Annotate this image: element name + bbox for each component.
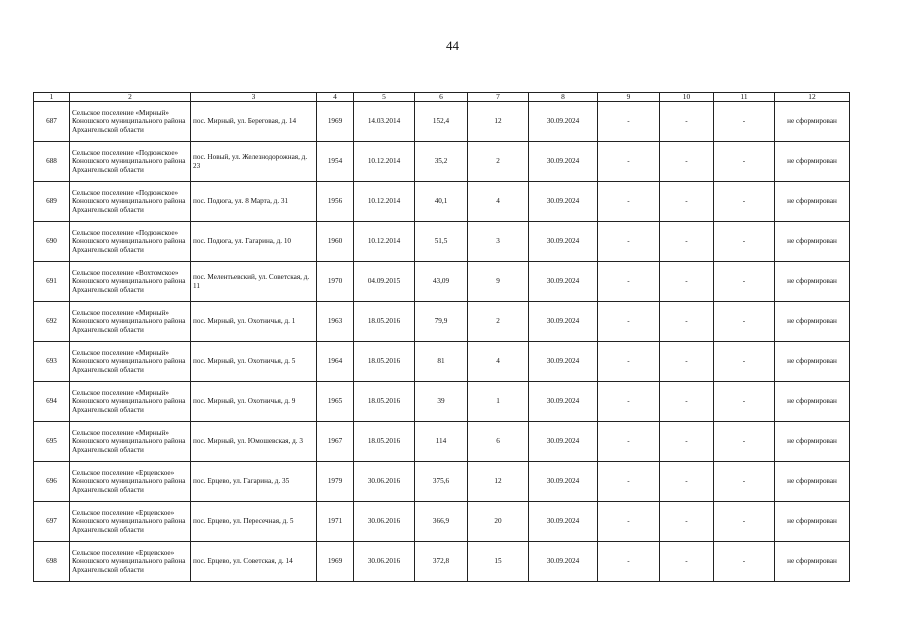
cell-row-number: 688 bbox=[34, 142, 70, 182]
cell-address: пос. Ерцево, ул. Советская, д. 14 bbox=[191, 542, 317, 582]
table-row bbox=[34, 142, 850, 182]
cell-settlement: Сельское поселение «Подюжское» Коношского муниципального района Архангельской области bbox=[70, 182, 191, 222]
cell-resettlement-date: 30.09.2024 bbox=[529, 142, 598, 182]
cell-resettlement-date: 30.09.2024 bbox=[529, 382, 598, 422]
registry-table bbox=[33, 92, 850, 582]
cell-recognition-date: 04.09.2015 bbox=[354, 262, 415, 302]
table-row bbox=[34, 302, 850, 342]
cell-settlement: Сельское поселение «Ерцевское» Коношского муниципального района Архангельской области bbox=[70, 502, 191, 542]
cell-col-11: - bbox=[714, 302, 775, 342]
cell-area: 51,5 bbox=[415, 222, 468, 262]
cell-area: 152,4 bbox=[415, 102, 468, 142]
column-header-1: 1 bbox=[34, 93, 70, 102]
table-row bbox=[34, 102, 850, 142]
cell-col-9: - bbox=[598, 502, 660, 542]
cell-address: пос. Новый, ул. Железнодорожная, д. 23 bbox=[191, 142, 317, 182]
cell-year-built: 1960 bbox=[317, 222, 354, 262]
cell-settlement: Сельское поселение «Вохтомское» Коношского муниципального района Архангельской области bbox=[70, 262, 191, 302]
cell-settlement: Сельское поселение «Мирный» Коношского муниципального района Архангельской области bbox=[70, 382, 191, 422]
cell-row-number: 691 bbox=[34, 262, 70, 302]
cell-resettlement-date: 30.09.2024 bbox=[529, 262, 598, 302]
table-row bbox=[34, 222, 850, 262]
cell-col-10: - bbox=[660, 422, 714, 462]
cell-residents: 9 bbox=[468, 262, 529, 302]
cell-area: 43,09 bbox=[415, 262, 468, 302]
cell-col-9: - bbox=[598, 262, 660, 302]
cell-col-10: - bbox=[660, 222, 714, 262]
column-header-11: 11 bbox=[714, 93, 775, 102]
cell-row-number: 698 bbox=[34, 542, 70, 582]
cell-residents: 4 bbox=[468, 342, 529, 382]
cell-col-11: - bbox=[714, 222, 775, 262]
cell-status: не сформирован bbox=[775, 542, 850, 582]
cell-row-number: 690 bbox=[34, 222, 70, 262]
column-header-12: 12 bbox=[775, 93, 850, 102]
cell-status: не сформирован bbox=[775, 342, 850, 382]
cell-row-number: 687 bbox=[34, 102, 70, 142]
cell-col-9: - bbox=[598, 222, 660, 262]
cell-col-10: - bbox=[660, 542, 714, 582]
cell-residents: 4 bbox=[468, 182, 529, 222]
cell-status: не сформирован bbox=[775, 102, 850, 142]
cell-col-11: - bbox=[714, 342, 775, 382]
table-row bbox=[34, 422, 850, 462]
cell-address: пос. Ерцево, ул. Гагарина, д. 35 bbox=[191, 462, 317, 502]
cell-settlement: Сельское поселение «Мирный» Коношского муниципального района Архангельской области bbox=[70, 422, 191, 462]
cell-settlement: Сельское поселение «Мирный» Коношского муниципального района Архангельской области bbox=[70, 102, 191, 142]
cell-settlement: Сельское поселение «Подюжское» Коношского муниципального района Архангельской области bbox=[70, 142, 191, 182]
cell-recognition-date: 18.05.2016 bbox=[354, 422, 415, 462]
cell-col-9: - bbox=[598, 102, 660, 142]
table-row bbox=[34, 502, 850, 542]
cell-status: не сформирован bbox=[775, 302, 850, 342]
cell-recognition-date: 30.06.2016 bbox=[354, 542, 415, 582]
cell-resettlement-date: 30.09.2024 bbox=[529, 342, 598, 382]
cell-address: пос. Подюга, ул. 8 Марта, д. 31 bbox=[191, 182, 317, 222]
cell-year-built: 1964 bbox=[317, 342, 354, 382]
table-row bbox=[34, 262, 850, 302]
table-body bbox=[34, 102, 850, 582]
cell-status: не сформирован bbox=[775, 422, 850, 462]
column-header-4: 4 bbox=[317, 93, 354, 102]
cell-resettlement-date: 30.09.2024 bbox=[529, 462, 598, 502]
cell-year-built: 1956 bbox=[317, 182, 354, 222]
cell-col-11: - bbox=[714, 382, 775, 422]
cell-address: пос. Мирный, ул. Юмошевская, д. 3 bbox=[191, 422, 317, 462]
cell-col-10: - bbox=[660, 142, 714, 182]
cell-status: не сформирован bbox=[775, 182, 850, 222]
cell-residents: 15 bbox=[468, 542, 529, 582]
cell-address: пос. Мирный, ул. Охотничья, д. 5 bbox=[191, 342, 317, 382]
cell-col-10: - bbox=[660, 342, 714, 382]
cell-address: пос. Мирный, ул. Охотничья, д. 9 bbox=[191, 382, 317, 422]
cell-status: не сформирован bbox=[775, 462, 850, 502]
cell-col-10: - bbox=[660, 382, 714, 422]
cell-col-10: - bbox=[660, 462, 714, 502]
cell-row-number: 693 bbox=[34, 342, 70, 382]
cell-resettlement-date: 30.09.2024 bbox=[529, 422, 598, 462]
cell-col-11: - bbox=[714, 182, 775, 222]
cell-row-number: 694 bbox=[34, 382, 70, 422]
cell-resettlement-date: 30.09.2024 bbox=[529, 222, 598, 262]
cell-address: пос. Мирный, ул. Береговая, д. 14 bbox=[191, 102, 317, 142]
cell-residents: 2 bbox=[468, 302, 529, 342]
cell-year-built: 1954 bbox=[317, 142, 354, 182]
cell-recognition-date: 30.06.2016 bbox=[354, 462, 415, 502]
cell-row-number: 696 bbox=[34, 462, 70, 502]
cell-year-built: 1963 bbox=[317, 302, 354, 342]
cell-settlement: Сельское поселение «Мирный» Коношского муниципального района Архангельской области bbox=[70, 302, 191, 342]
cell-row-number: 689 bbox=[34, 182, 70, 222]
cell-col-10: - bbox=[660, 182, 714, 222]
cell-residents: 12 bbox=[468, 462, 529, 502]
cell-settlement: Сельское поселение «Мирный» Коношского муниципального района Архангельской области bbox=[70, 342, 191, 382]
cell-residents: 6 bbox=[468, 422, 529, 462]
cell-status: не сформирован bbox=[775, 382, 850, 422]
cell-settlement: Сельское поселение «Ерцевское» Коношского муниципального района Архангельской области bbox=[70, 542, 191, 582]
table-row bbox=[34, 382, 850, 422]
column-header-10: 10 bbox=[660, 93, 714, 102]
cell-residents: 20 bbox=[468, 502, 529, 542]
cell-area: 81 bbox=[415, 342, 468, 382]
cell-status: не сформирован bbox=[775, 502, 850, 542]
cell-area: 114 bbox=[415, 422, 468, 462]
cell-col-9: - bbox=[598, 382, 660, 422]
cell-area: 40,1 bbox=[415, 182, 468, 222]
cell-recognition-date: 18.05.2016 bbox=[354, 382, 415, 422]
table-row bbox=[34, 542, 850, 582]
cell-resettlement-date: 30.09.2024 bbox=[529, 102, 598, 142]
cell-col-9: - bbox=[598, 422, 660, 462]
cell-year-built: 1971 bbox=[317, 502, 354, 542]
cell-row-number: 697 bbox=[34, 502, 70, 542]
cell-col-11: - bbox=[714, 502, 775, 542]
cell-area: 375,6 bbox=[415, 462, 468, 502]
cell-col-9: - bbox=[598, 182, 660, 222]
cell-col-11: - bbox=[714, 422, 775, 462]
cell-col-10: - bbox=[660, 502, 714, 542]
cell-recognition-date: 18.05.2016 bbox=[354, 302, 415, 342]
cell-recognition-date: 30.06.2016 bbox=[354, 502, 415, 542]
cell-address: пос. Ерцево, ул. Пересечная, д. 5 bbox=[191, 502, 317, 542]
table-row bbox=[34, 462, 850, 502]
cell-col-11: - bbox=[714, 542, 775, 582]
cell-area: 35,2 bbox=[415, 142, 468, 182]
cell-area: 79,9 bbox=[415, 302, 468, 342]
column-header-9: 9 bbox=[598, 93, 660, 102]
column-header-3: 3 bbox=[191, 93, 317, 102]
cell-recognition-date: 10.12.2014 bbox=[354, 182, 415, 222]
cell-recognition-date: 10.12.2014 bbox=[354, 142, 415, 182]
cell-address: пос. Мирный, ул. Охотничья, д. 1 bbox=[191, 302, 317, 342]
cell-year-built: 1967 bbox=[317, 422, 354, 462]
cell-status: не сформирован bbox=[775, 222, 850, 262]
cell-status: не сформирован bbox=[775, 142, 850, 182]
cell-address: пос. Мелентьевский, ул. Советская, д. 11 bbox=[191, 262, 317, 302]
cell-residents: 1 bbox=[468, 382, 529, 422]
cell-year-built: 1969 bbox=[317, 102, 354, 142]
column-header-6: 6 bbox=[415, 93, 468, 102]
table-row bbox=[34, 182, 850, 222]
cell-settlement: Сельское поселение «Подюжское» Коношского муниципального района Архангельской области bbox=[70, 222, 191, 262]
cell-residents: 2 bbox=[468, 142, 529, 182]
cell-col-11: - bbox=[714, 462, 775, 502]
cell-row-number: 695 bbox=[34, 422, 70, 462]
cell-resettlement-date: 30.09.2024 bbox=[529, 182, 598, 222]
cell-col-11: - bbox=[714, 262, 775, 302]
cell-row-number: 692 bbox=[34, 302, 70, 342]
column-header-5: 5 bbox=[354, 93, 415, 102]
cell-residents: 3 bbox=[468, 222, 529, 262]
cell-area: 372,8 bbox=[415, 542, 468, 582]
cell-resettlement-date: 30.09.2024 bbox=[529, 302, 598, 342]
cell-resettlement-date: 30.09.2024 bbox=[529, 542, 598, 582]
cell-resettlement-date: 30.09.2024 bbox=[529, 502, 598, 542]
cell-area: 39 bbox=[415, 382, 468, 422]
cell-col-9: - bbox=[598, 142, 660, 182]
cell-col-10: - bbox=[660, 302, 714, 342]
cell-year-built: 1970 bbox=[317, 262, 354, 302]
column-header-8: 8 bbox=[529, 93, 598, 102]
cell-recognition-date: 10.12.2014 bbox=[354, 222, 415, 262]
column-header-7: 7 bbox=[468, 93, 529, 102]
cell-area: 366,9 bbox=[415, 502, 468, 542]
table-row bbox=[34, 342, 850, 382]
cell-col-9: - bbox=[598, 342, 660, 382]
cell-col-9: - bbox=[598, 542, 660, 582]
header-row bbox=[34, 93, 850, 102]
cell-col-9: - bbox=[598, 302, 660, 342]
cell-col-10: - bbox=[660, 102, 714, 142]
cell-recognition-date: 14.03.2014 bbox=[354, 102, 415, 142]
column-header-2: 2 bbox=[70, 93, 191, 102]
cell-col-11: - bbox=[714, 142, 775, 182]
cell-year-built: 1969 bbox=[317, 542, 354, 582]
page-number: 44 bbox=[446, 38, 459, 53]
cell-year-built: 1979 bbox=[317, 462, 354, 502]
cell-address: пос. Подюга, ул. Гагарина, д. 10 bbox=[191, 222, 317, 262]
cell-year-built: 1965 bbox=[317, 382, 354, 422]
cell-residents: 12 bbox=[468, 102, 529, 142]
cell-status: не сформирован bbox=[775, 262, 850, 302]
cell-col-10: - bbox=[660, 262, 714, 302]
cell-col-11: - bbox=[714, 102, 775, 142]
cell-recognition-date: 18.05.2016 bbox=[354, 342, 415, 382]
cell-settlement: Сельское поселение «Ерцевское» Коношского муниципального района Архангельской области bbox=[70, 462, 191, 502]
cell-col-9: - bbox=[598, 462, 660, 502]
